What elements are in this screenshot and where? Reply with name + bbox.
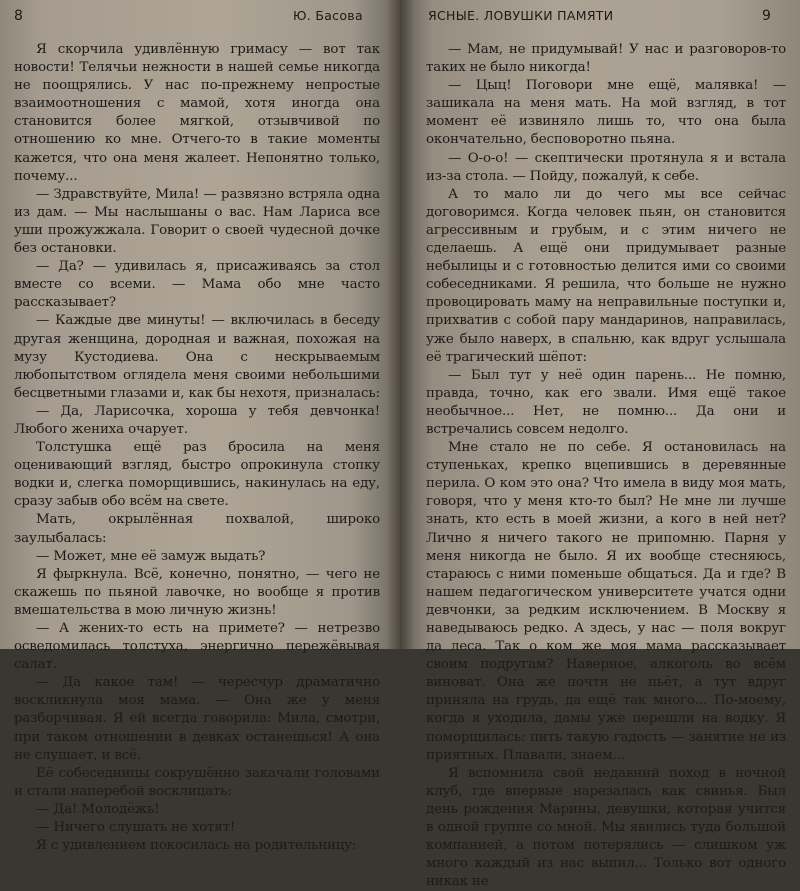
paragraph: — Был тут у неё один парень... Не помню, правда, точно, как его звали. Имя ещё такое необычное... Нет, не помню... Да они и встречались совсем недолго. xyxy=(426,367,786,437)
right-page xyxy=(400,0,800,890)
paragraph: — Да! Молодёжь! xyxy=(36,801,160,817)
left-page-number: 8 xyxy=(14,8,24,24)
paragraph: Я фыркнула. Всё, конечно, понятно, — чего не скажешь по пьяной лавочке, но вообще я против вмешательства в мою личную жизнь! xyxy=(14,566,380,618)
paragraph: Мне стало не по себе. Я остановилась на ступеньках, крепко вцепившись в деревянные перила. О ком это она? Что имела в виду моя мать, говоря, что у меня кто-то был? Не мне ли лучше знать, кто есть в моей жизни, а кого в ней нет? Лично я ничего такого не припомню. Парня у меня никогда не было. Я их вообще стесняюсь, стараюсь с ними поменьше общаться. Да и где? В нашем педагогическом университете учатся одни девчонки, за редким исключением. В Москву я наведываюсь редко. А здесь, у нас — поля вокруг да леса. Так о ком же моя мама рассказывает своим подругам? Наверное, алкоголь во всём виноват. Она же почти не пьёт, а тут вдруг приняла на грудь, да ещё так много... По-моему, когда я уходила, дамы уже перешли на водку. Я поморщилась: пить такую гадость — занятие не из приятных. Плавали, знаем... xyxy=(426,440,786,763)
right-running-head: ЯСНЫЕ. ЛОВУШКИ ПАМЯТИ xyxy=(428,8,614,23)
paragraph: — Здравствуйте, Мила! — развязно встряла одна из дам. — Мы наслышаны о вас. Нам Лариса все уши прожужжала. Говорит о своей чудесной дочке без остановки. xyxy=(14,186,380,257)
paragraph: — А жених-то есть на примете? — нетрезво осведомилась толстуха, энергично пережёвывая салат. xyxy=(14,621,380,673)
paragraph: — Да? — удивилась я, присаживаясь за стол вместе со всеми. — Мама обо мне часто рассказывает? xyxy=(14,259,380,311)
paragraph: А то мало ли до чего мы все сейчас договоримся. Когда человек пьян, он становится агрессивным и грубым, и с этим ничего не сделаешь. А ещё они придумывает разные небылицы и с готовностью делится ими со своими собеседниками. Я решила, что больше не нужно провоцировать маму на неправильные поступки и, прихватив с собой пару мандаринов, направилась, уже было наверх, в спальню, как вдруг услышала её трагический шёпот: xyxy=(426,186,786,365)
paragraph: — Ничего слушать не хотят! xyxy=(36,820,236,836)
paragraph: — Каждые две минуты! — включилась в беседу другая женщина, дородная и важная, похожая на музу Кустодиева. Она с нескрываемым любопытством оглядела меня своими небольшими бесцветными глазами и, как бы нехотя, призналась: xyxy=(14,313,380,401)
paragraph: Мать, окрылённая похвалой, широко заулыбалась: xyxy=(14,512,380,546)
book-gutter-shadow xyxy=(386,0,414,649)
paragraph: Её собеседницы сокрушённо закачали головами и стали наперебой восклицать: xyxy=(14,765,380,799)
left-page-body xyxy=(14,41,380,855)
paragraph: — О-о-о! — скептически протянула я и встала из-за стола. — Пойду, пожалуй, к себе. xyxy=(426,150,786,184)
paragraph: — Цыц! Поговори мне ещё, малявка! — зашикала на меня мать. На мой взгляд, в тот момент её извиняло лишь то, что она была окончательно, бесповоротно пьяна. xyxy=(426,78,786,148)
paragraph: Я вспомнила свой недавний поход в ночной клуб, где впервые нарезалась как свинья. Был день рождения Марины, девушки, которая учится в одной группе со мной. Мы явились туда большой компанией, а потом потерялись — слишком уж много каждый из нас выпил... Только вот одного никак не xyxy=(426,765,786,890)
left-running-head: Ю. Басова xyxy=(293,8,363,23)
paragraph: Толстушка ещё раз бросила на меня оценивающий взгляд, быстро опрокинула стопку водки и, слегка поморщившись, накинулась на еду, сразу забыв обо всём на свете. xyxy=(14,440,380,510)
paragraph: — Мам, не придумывай! У нас и разговоров-то таких не было никогда! xyxy=(426,42,786,76)
right-page-number: 9 xyxy=(762,8,772,24)
paragraph: — Может, мне её замуж выдать? xyxy=(36,548,266,564)
right-page-body xyxy=(426,41,786,891)
left-page xyxy=(0,0,400,854)
paragraph: Я с удивлением покосилась на родительницу: xyxy=(36,838,357,854)
paragraph: Я скорчила удивлённую гримасу — вот так новости! Телячьи нежности в нашей семье никогда не поощрялись. У нас по-прежнему непростые взаимоотношения с мамой, хотя иногда она становится более мягкой, отзывчивой по отношению ко мне. Отчего-то в такие моменты кажется, что она меня жалеет. Непонятно только, почему... xyxy=(14,42,380,184)
paragraph: — Да, Ларисочка, хороша у тебя девчонка! Любого жениха очарует. xyxy=(14,403,380,437)
paragraph: — Да какое там! — чересчур драматично воскликнула моя мама. — Она же у меня разборчивая. Я ей всегда говорила: Мила, смотри, при таком отношении в девках останешься! А она не слушает, и всё. xyxy=(14,675,380,763)
